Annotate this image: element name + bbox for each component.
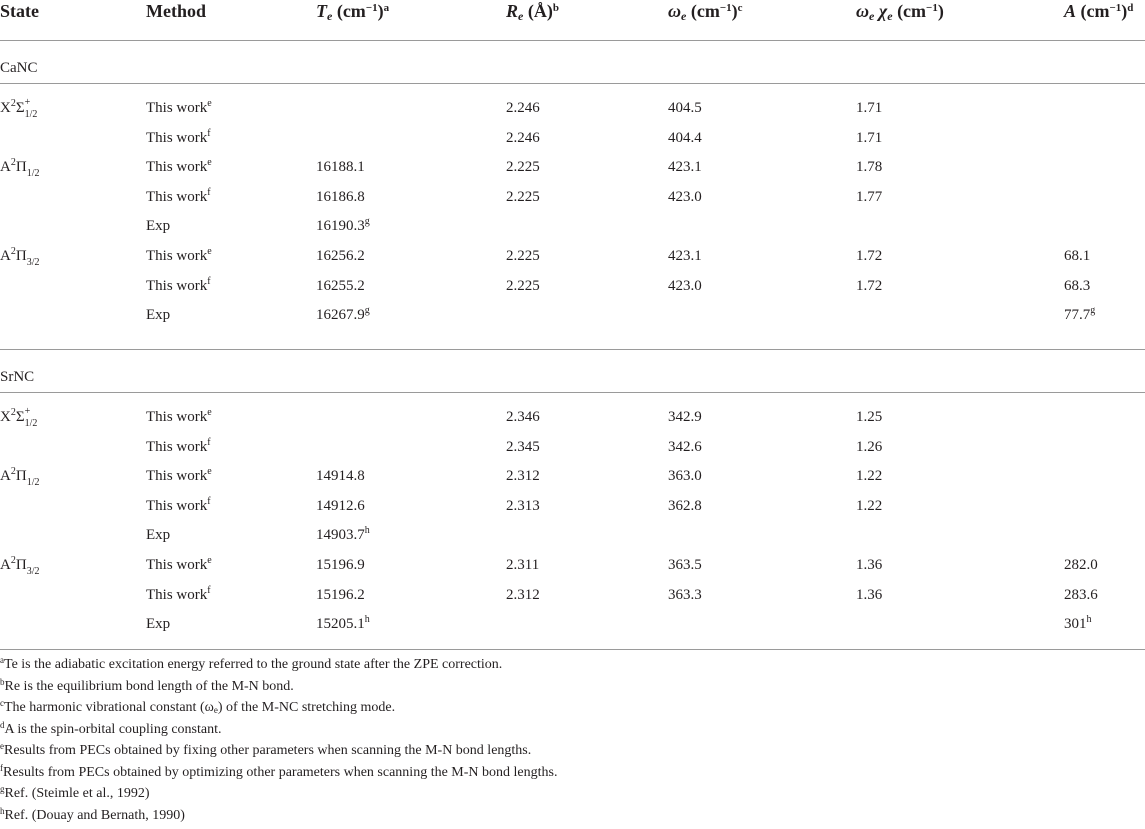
table-header [0, 0, 1145, 26]
footnote-mark: f [0, 763, 3, 773]
state-base: A [0, 557, 11, 573]
table-row [0, 587, 1145, 609]
footnote [0, 679, 1145, 701]
state-sub: 1/2 [27, 477, 40, 488]
header-method: Method [146, 1, 206, 22]
footnote-mark: a [0, 655, 4, 665]
header-we: $\omega_e$ $(cm^{-1})^c$ [668, 1, 743, 22]
state-sub: 3/2 [27, 566, 40, 577]
table-row [0, 189, 1145, 211]
a-value: 301 [1064, 616, 1087, 632]
method-footnote-mark: e [207, 157, 211, 168]
state-base: X [0, 409, 11, 425]
header-divider [0, 40, 1145, 41]
state-base: A [0, 248, 11, 264]
table-row [0, 218, 1145, 240]
footer-divider [0, 649, 1145, 650]
method-footnote-mark: f [207, 585, 210, 596]
method-cell [146, 159, 212, 176]
table-row [0, 248, 1145, 270]
section-separator [0, 349, 1145, 350]
re-cell: 2.311 [506, 557, 539, 574]
te-value: 16186.8 [316, 189, 365, 205]
state-cell [0, 557, 45, 574]
we-cell: 363.3 [668, 587, 702, 604]
method-footnote-mark: e [207, 407, 211, 418]
a-value: 77.7 [1064, 307, 1090, 323]
header-state: State [0, 1, 39, 22]
state-indices [27, 259, 45, 260]
method-footnote-mark: f [207, 187, 210, 198]
we-cell: 404.4 [668, 130, 702, 147]
we-cell: 363.0 [668, 468, 702, 485]
method-text: This work [146, 100, 207, 116]
header-wexe: $\omega_e$ $\chi_e$ $(cm^{-1})$ [856, 1, 944, 22]
method-text: This work [146, 189, 207, 205]
wexe-cell: 1.78 [856, 159, 882, 176]
state-sub: 1/2 [27, 168, 40, 179]
state-symbol: Σ [16, 409, 25, 425]
section-divider [0, 392, 1145, 393]
state-cell [0, 100, 43, 117]
te-footnote-mark: h [365, 525, 370, 536]
a-value: 68.1 [1064, 248, 1090, 264]
footnote [0, 786, 1145, 808]
re-cell: 2.225 [506, 248, 540, 265]
method-text: This work [146, 409, 207, 425]
wexe-cell: 1.36 [856, 587, 882, 604]
footnote [0, 743, 1145, 765]
state-sup: + [25, 406, 31, 417]
a-cell [1064, 278, 1090, 295]
method-footnote-mark: f [207, 496, 210, 507]
state-base: A [0, 159, 11, 175]
method-text: This work [146, 130, 207, 146]
state-multiplicity: 2 [11, 555, 16, 566]
wexe-cell: 1.25 [856, 409, 882, 426]
table-row [0, 468, 1145, 490]
state-indices [27, 479, 45, 480]
method-text: Exp [146, 527, 170, 543]
we-cell: 363.5 [668, 557, 702, 574]
te-value: 16267.9 [316, 307, 365, 323]
wexe-cell: 1.22 [856, 468, 882, 485]
method-cell [146, 307, 170, 324]
method-text: This work [146, 587, 207, 603]
footnote-mark: d [0, 720, 5, 730]
a-value: 282.0 [1064, 557, 1098, 573]
header-te: $T_e$ $(cm^{-1})^a$ [316, 1, 389, 22]
te-value: 15205.1 [316, 616, 365, 632]
state-cell [0, 468, 45, 485]
re-cell: 2.312 [506, 587, 540, 604]
footnote-text-post: ) of the M-NC stretching mode. [218, 700, 395, 715]
table-row [0, 498, 1145, 520]
method-cell [146, 439, 211, 456]
state-symbol: Π [16, 468, 27, 484]
method-text: Exp [146, 307, 170, 323]
footnote-text-pre: The harmonic vibrational constant (ω [4, 700, 214, 715]
re-cell: 2.225 [506, 159, 540, 176]
method-cell [146, 557, 212, 574]
wexe-cell: 1.71 [856, 130, 882, 147]
method-cell [146, 130, 211, 147]
state-sup: + [25, 97, 31, 108]
te-value: 16188.1 [316, 159, 365, 175]
footnote-text: Ref. (Steimle et al., 1992) [5, 786, 150, 801]
te-cell [316, 307, 370, 324]
a-cell [1064, 307, 1095, 324]
state-symbol: Σ [16, 100, 25, 116]
state-indices [27, 568, 45, 569]
we-cell: 404.5 [668, 100, 702, 117]
a-cell [1064, 616, 1092, 633]
method-text: Exp [146, 218, 170, 234]
te-footnote-mark: g [365, 216, 370, 227]
wexe-cell: 1.71 [856, 100, 882, 117]
te-value: 15196.9 [316, 557, 365, 573]
footnote-text: Results from PECs obtained by optimizing other parameters when scanning the M-N bond lengths. [3, 765, 557, 780]
table-row [0, 100, 1145, 122]
te-cell [316, 278, 365, 295]
table-row [0, 159, 1145, 181]
method-cell [146, 587, 211, 604]
method-text: This work [146, 439, 207, 455]
re-cell: 2.225 [506, 278, 540, 295]
method-footnote-mark: e [207, 555, 211, 566]
a-footnote-mark: g [1090, 305, 1095, 316]
method-cell [146, 100, 212, 117]
method-footnote-mark: e [207, 246, 211, 257]
te-cell [316, 527, 370, 544]
state-sub: 1/2 [25, 109, 38, 120]
footnote-text: Te is the adiabatic excitation energy referred to the ground state after the ZPE correction. [4, 657, 502, 672]
te-cell [316, 616, 370, 633]
method-text: This work [146, 278, 207, 294]
method-cell [146, 468, 212, 485]
footnote-text: Ref. (Douay and Bernath, 1990) [5, 808, 185, 823]
method-cell [146, 616, 170, 633]
wexe-cell: 1.72 [856, 278, 882, 295]
footnote-mark: g [0, 784, 5, 794]
a-cell [1064, 557, 1098, 574]
te-value: 14903.7 [316, 527, 365, 543]
footnote [0, 765, 1145, 787]
state-cell [0, 409, 43, 426]
footnote-text: Results from PECs obtained by fixing other parameters when scanning the M-N bond lengths. [4, 743, 531, 758]
footnote [0, 700, 1145, 722]
table-row [0, 409, 1145, 431]
footnote-mark: b [0, 677, 5, 687]
re-cell: 2.225 [506, 189, 540, 206]
method-footnote-mark: f [207, 128, 210, 139]
table-row [0, 439, 1145, 461]
wexe-cell: 1.72 [856, 248, 882, 265]
a-cell [1064, 587, 1098, 604]
section-label: SrNC [0, 369, 34, 386]
re-cell: 2.246 [506, 130, 540, 147]
te-cell [316, 189, 365, 206]
footnotes [0, 657, 1145, 829]
te-cell [316, 248, 365, 265]
we-cell: 423.1 [668, 159, 702, 176]
section-label: CaNC [0, 60, 38, 77]
re-cell: 2.346 [506, 409, 540, 426]
method-text: This work [146, 248, 207, 264]
re-cell: 2.312 [506, 468, 540, 485]
te-value: 16190.3 [316, 218, 365, 234]
method-cell [146, 527, 170, 544]
footnote [0, 657, 1145, 679]
table-row [0, 278, 1145, 300]
method-cell [146, 248, 212, 265]
we-cell: 342.6 [668, 439, 702, 456]
we-cell: 362.8 [668, 498, 702, 515]
te-cell [316, 557, 365, 574]
state-cell [0, 159, 45, 176]
table-row [0, 616, 1145, 638]
section-divider [0, 83, 1145, 84]
re-cell: 2.246 [506, 100, 540, 117]
method-footnote-mark: f [207, 437, 210, 448]
te-cell [316, 468, 365, 485]
method-cell [146, 189, 211, 206]
state-symbol: Π [16, 159, 27, 175]
te-cell [316, 498, 365, 515]
method-cell [146, 498, 211, 515]
table-row [0, 307, 1145, 329]
method-cell [146, 409, 212, 426]
footnote-mark: h [0, 806, 5, 816]
state-indices [25, 420, 43, 421]
table-row [0, 557, 1145, 579]
state-multiplicity: 2 [11, 98, 16, 109]
a-value: 283.6 [1064, 587, 1098, 603]
state-multiplicity: 2 [11, 157, 16, 168]
method-text: This work [146, 159, 207, 175]
we-cell: 423.1 [668, 248, 702, 265]
we-cell: 342.9 [668, 409, 702, 426]
te-cell [316, 159, 365, 176]
state-cell [0, 248, 45, 265]
header-a: A $(cm^{-1})^d$ [1064, 1, 1133, 22]
footnote-text: A is the spin-orbital coupling constant. [5, 722, 222, 737]
state-multiplicity: 2 [11, 466, 16, 477]
footnote [0, 808, 1145, 829]
a-cell [1064, 248, 1090, 265]
te-footnote-mark: h [365, 614, 370, 625]
state-symbol: Π [16, 557, 27, 573]
te-value: 16256.2 [316, 248, 365, 264]
we-cell: 423.0 [668, 189, 702, 206]
footnote [0, 722, 1145, 744]
wexe-cell: 1.22 [856, 498, 882, 515]
wexe-cell: 1.77 [856, 189, 882, 206]
te-value: 14912.6 [316, 498, 365, 514]
state-multiplicity: 2 [11, 407, 16, 418]
method-text: This work [146, 557, 207, 573]
state-sub: 1/2 [25, 418, 38, 429]
state-base: A [0, 468, 11, 484]
te-value: 16255.2 [316, 278, 365, 294]
method-text: This work [146, 468, 207, 484]
re-cell: 2.345 [506, 439, 540, 456]
method-footnote-mark: e [207, 98, 211, 109]
method-text: This work [146, 498, 207, 514]
wexe-cell: 1.36 [856, 557, 882, 574]
state-sub: 3/2 [27, 257, 40, 268]
state-base: X [0, 100, 11, 116]
method-text: Exp [146, 616, 170, 632]
re-cell: 2.313 [506, 498, 540, 515]
header-re: $R_e$ (Å)$^b$ [506, 1, 559, 22]
footnote-mark: e [0, 741, 4, 751]
footnote-mark: c [0, 698, 4, 708]
method-cell [146, 278, 211, 295]
we-cell: 423.0 [668, 278, 702, 295]
method-footnote-mark: e [207, 466, 211, 477]
table-row [0, 527, 1145, 549]
state-indices [27, 170, 45, 171]
method-footnote-mark: f [207, 276, 210, 287]
te-cell [316, 218, 370, 235]
te-cell [316, 587, 365, 604]
te-value: 14914.8 [316, 468, 365, 484]
state-multiplicity: 2 [11, 246, 16, 257]
wexe-cell: 1.26 [856, 439, 882, 456]
a-value: 68.3 [1064, 278, 1090, 294]
te-value: 15196.2 [316, 587, 365, 603]
a-footnote-mark: h [1087, 614, 1092, 625]
table-row [0, 130, 1145, 152]
footnote-text: Re is the equilibrium bond length of the M-N bond. [5, 679, 294, 694]
state-indices [25, 111, 43, 112]
footnote-text-sub: e [214, 705, 218, 715]
state-symbol: Π [16, 248, 27, 264]
te-footnote-mark: g [365, 305, 370, 316]
method-cell [146, 218, 170, 235]
